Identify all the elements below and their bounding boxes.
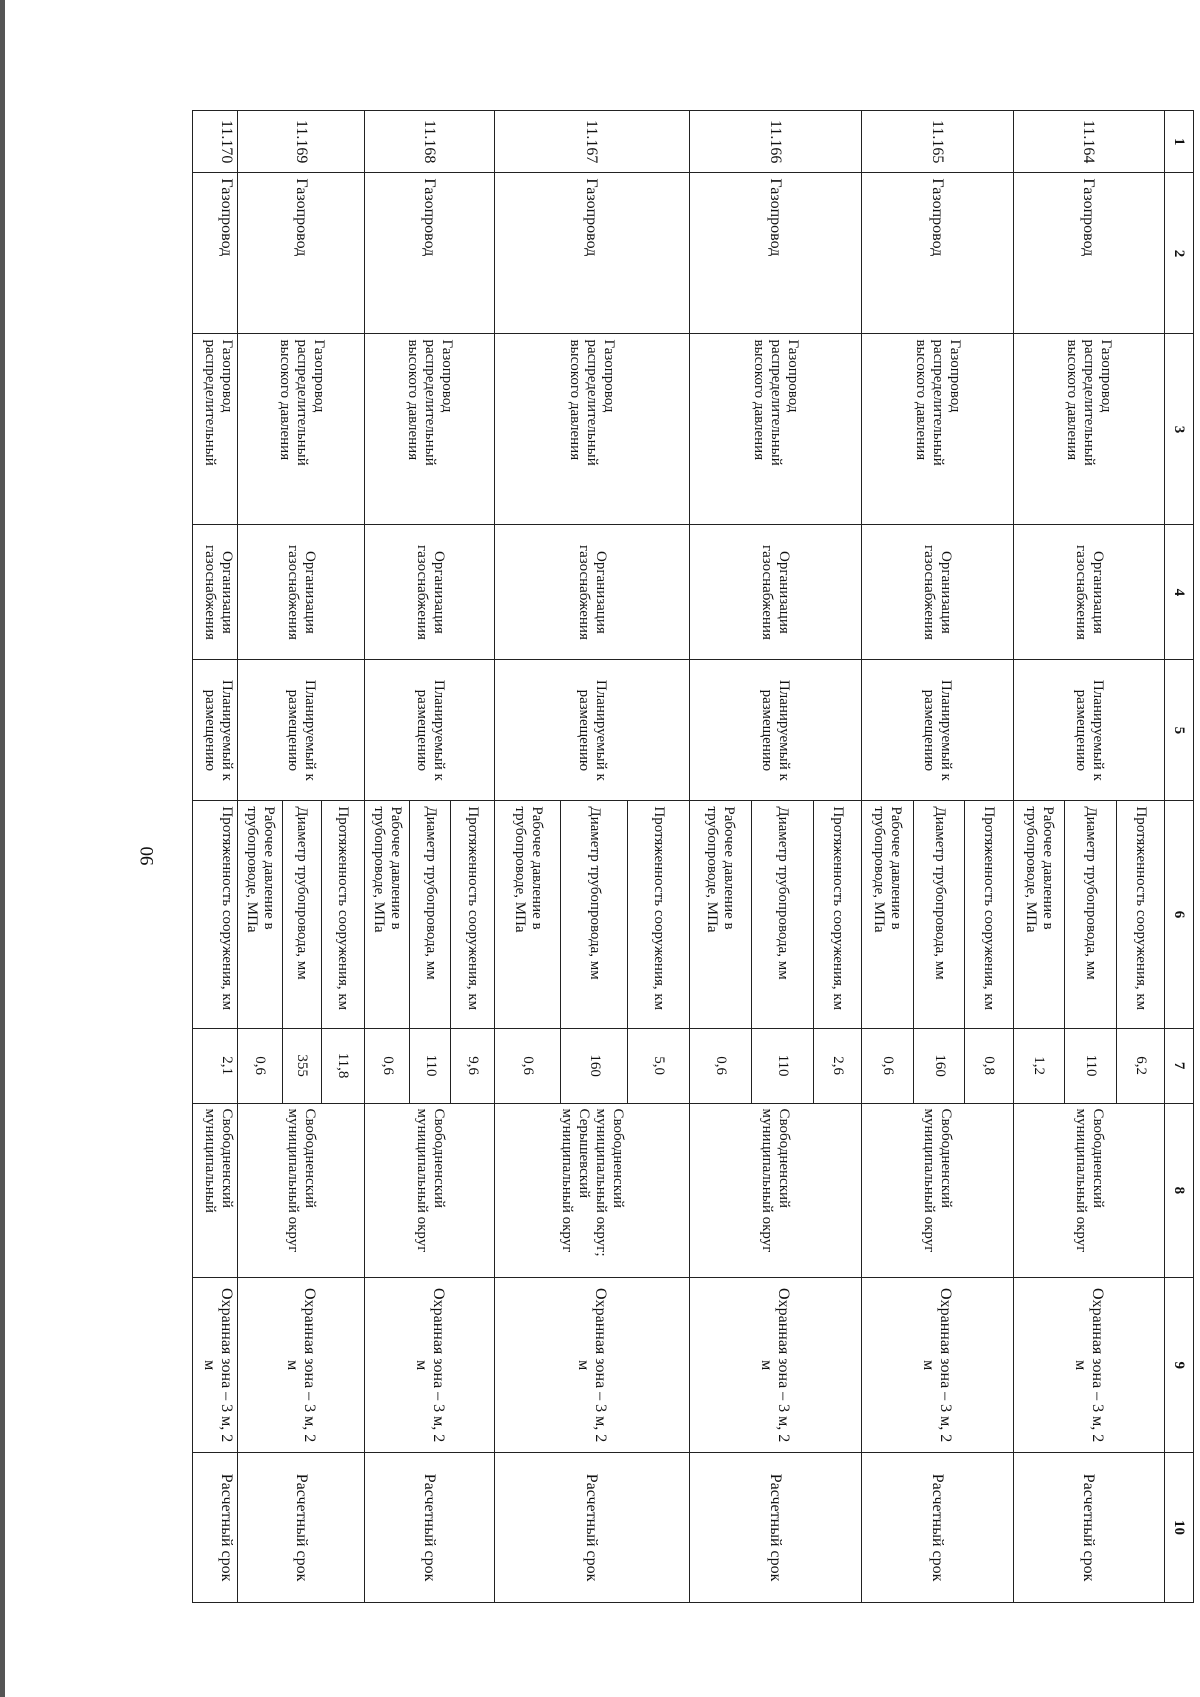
row-number: 11.168	[365, 111, 495, 173]
col-header: 5	[1165, 660, 1194, 801]
row-number: 11.169	[237, 111, 364, 173]
term: Расчетный срок	[365, 1453, 495, 1603]
rotated-table-wrapper	[192, 110, 1194, 1603]
param-label: Протяженность сооружения, км	[451, 801, 495, 1028]
param-value: 11,8	[321, 1028, 365, 1103]
param-value: 9,6	[451, 1028, 495, 1103]
row-number: 11.165	[862, 111, 1013, 173]
param-value: 5,0	[627, 1028, 689, 1103]
location: Свободненский муниципальный округ	[689, 1103, 861, 1278]
zone: Охранная зона – 3 м, 2 м	[862, 1278, 1013, 1453]
organization: Организация газоснабжения	[862, 525, 1013, 660]
organization: Организация газоснабжения	[494, 525, 689, 660]
param-label: Рабочее давление в трубопроводе, МПа	[237, 801, 282, 1028]
param-value: 110	[1065, 1028, 1117, 1103]
param-value: 110	[409, 1028, 450, 1103]
param-label: Рабочее давление в трубопроводе, МПа	[862, 801, 914, 1028]
param-label: Рабочее давление в трубопроводе, МПа	[1013, 801, 1065, 1028]
zone: Охранная зона – 3 м, 2 м	[237, 1278, 364, 1453]
term: Расчетный срок	[494, 1453, 689, 1603]
location: Свободненский муниципальный округ	[237, 1103, 364, 1278]
object-name: Газопровод	[862, 173, 1013, 334]
scan-edge	[0, 0, 5, 1697]
col-header: 9	[1165, 1278, 1194, 1453]
object-type: Газопровод распределительный высокого давления	[862, 334, 1013, 525]
row-number: 11.166	[689, 111, 861, 173]
location: Свободненский муниципальный округ	[862, 1103, 1013, 1278]
param-value: 110	[751, 1028, 813, 1103]
table-row	[627, 111, 689, 1603]
object-type: Газопровод распределительный высокого давления	[365, 334, 495, 525]
param-label: Рабочее давление в трубопроводе, МПа	[494, 801, 561, 1028]
object-name: Газопровод	[365, 173, 495, 334]
col-header: 2	[1165, 173, 1194, 334]
zone: Охранная зона – 3 м, 2 м	[494, 1278, 689, 1453]
status: Планируемый к размещению	[193, 660, 238, 801]
param-label: Протяженность сооружения, км	[193, 801, 238, 1028]
term: Расчетный срок	[1013, 1453, 1164, 1603]
param-value: 0,8	[965, 1028, 1013, 1103]
param-label: Протяженность сооружения, км	[1116, 801, 1164, 1028]
table-row	[813, 111, 861, 1603]
col-header: 1	[1165, 111, 1194, 173]
term: Расчетный срок	[237, 1453, 364, 1603]
col-header: 7	[1165, 1028, 1194, 1103]
status: Планируемый к размещению	[494, 660, 689, 801]
page-number: 90	[137, 846, 158, 866]
param-value: 160	[561, 1028, 628, 1103]
object-name: Газопровод	[237, 173, 364, 334]
zone: Охранная зона – 3 м, 2 м	[689, 1278, 861, 1453]
param-value: 355	[282, 1028, 321, 1103]
table-row	[965, 111, 1013, 1603]
term: Расчетный срок	[862, 1453, 1013, 1603]
param-value: 1,2	[1013, 1028, 1065, 1103]
object-type: Газопровод распределительный высокого давления	[1013, 334, 1164, 525]
table-row-truncated	[193, 111, 238, 1603]
col-header: 4	[1165, 525, 1194, 660]
param-label: Диаметр трубопровода, мм	[913, 801, 965, 1028]
param-value: 0,6	[494, 1028, 561, 1103]
param-value: 2,1	[193, 1028, 238, 1103]
object-type: Газопровод распределительный высокого давления	[689, 334, 861, 525]
term: Расчетный срок	[193, 1453, 238, 1603]
param-label: Протяженность сооружения, км	[965, 801, 1013, 1028]
param-label: Рабочее давление в трубопроводе, МПа	[365, 801, 410, 1028]
location: Свободненский муниципальный	[193, 1103, 238, 1278]
organization: Организация газоснабжения	[1013, 525, 1164, 660]
location: Свободненский муниципальный округ	[365, 1103, 495, 1278]
col-header: 8	[1165, 1103, 1194, 1278]
organization: Организация газоснабжения	[237, 525, 364, 660]
col-header: 3	[1165, 334, 1194, 525]
header-row	[1165, 111, 1194, 1603]
param-label: Диаметр трубопровода, мм	[751, 801, 813, 1028]
object-name: Газопровод	[494, 173, 689, 334]
param-label: Диаметр трубопровода, мм	[1065, 801, 1117, 1028]
zone: Охранная зона – 3 м, 2 м	[1013, 1278, 1164, 1453]
row-number: 11.167	[494, 111, 689, 173]
param-value: 0,6	[237, 1028, 282, 1103]
col-header: 10	[1165, 1453, 1194, 1603]
term: Расчетный срок	[689, 1453, 861, 1603]
param-value: 2,6	[813, 1028, 861, 1103]
row-number: 11.164	[1013, 111, 1164, 173]
param-value: 0,6	[689, 1028, 751, 1103]
param-label: Диаметр трубопровода, мм	[409, 801, 450, 1028]
object-type: Газопровод распределительный	[193, 334, 238, 525]
param-label: Рабочее давление в трубопроводе, МПа	[689, 801, 751, 1028]
col-header: 6	[1165, 801, 1194, 1028]
object-name: Газопровод	[689, 173, 861, 334]
row-number: 11.170	[193, 111, 238, 173]
param-label: Диаметр трубопровода, мм	[282, 801, 321, 1028]
param-value: 0,6	[862, 1028, 914, 1103]
table-row	[451, 111, 495, 1603]
zone: Охранная зона – 3 м, 2 м	[193, 1278, 238, 1453]
param-label: Протяженность сооружения, км	[321, 801, 365, 1028]
zone: Охранная зона – 3 м, 2 м	[365, 1278, 495, 1453]
object-type: Газопровод распределительный высокого давления	[494, 334, 689, 525]
organization: Организация газоснабжения	[689, 525, 861, 660]
param-label: Протяженность сооружения, км	[813, 801, 861, 1028]
object-name: Газопровод	[193, 173, 238, 334]
status: Планируемый к размещению	[689, 660, 861, 801]
param-label: Протяженность сооружения, км	[627, 801, 689, 1028]
location: Свободненский муниципальный округ; Серышевский муниципальный округ	[494, 1103, 689, 1278]
param-value: 160	[913, 1028, 965, 1103]
status: Планируемый к размещению	[237, 660, 364, 801]
param-value: 6,2	[1116, 1028, 1164, 1103]
location: Свободненский муниципальный округ	[1013, 1103, 1164, 1278]
status: Планируемый к размещению	[365, 660, 495, 801]
objects-table	[192, 110, 1194, 1603]
param-value: 0,6	[365, 1028, 410, 1103]
object-name: Газопровод	[1013, 173, 1164, 334]
object-type: Газопровод распределительный высокого давления	[237, 334, 364, 525]
organization: Организация газоснабжения	[365, 525, 495, 660]
table-row	[1116, 111, 1164, 1603]
organization: Организация газоснабжения	[193, 525, 238, 660]
table-row	[321, 111, 365, 1603]
status: Планируемый к размещению	[862, 660, 1013, 801]
status: Планируемый к размещению	[1013, 660, 1164, 801]
param-label: Диаметр трубопровода, мм	[561, 801, 628, 1028]
